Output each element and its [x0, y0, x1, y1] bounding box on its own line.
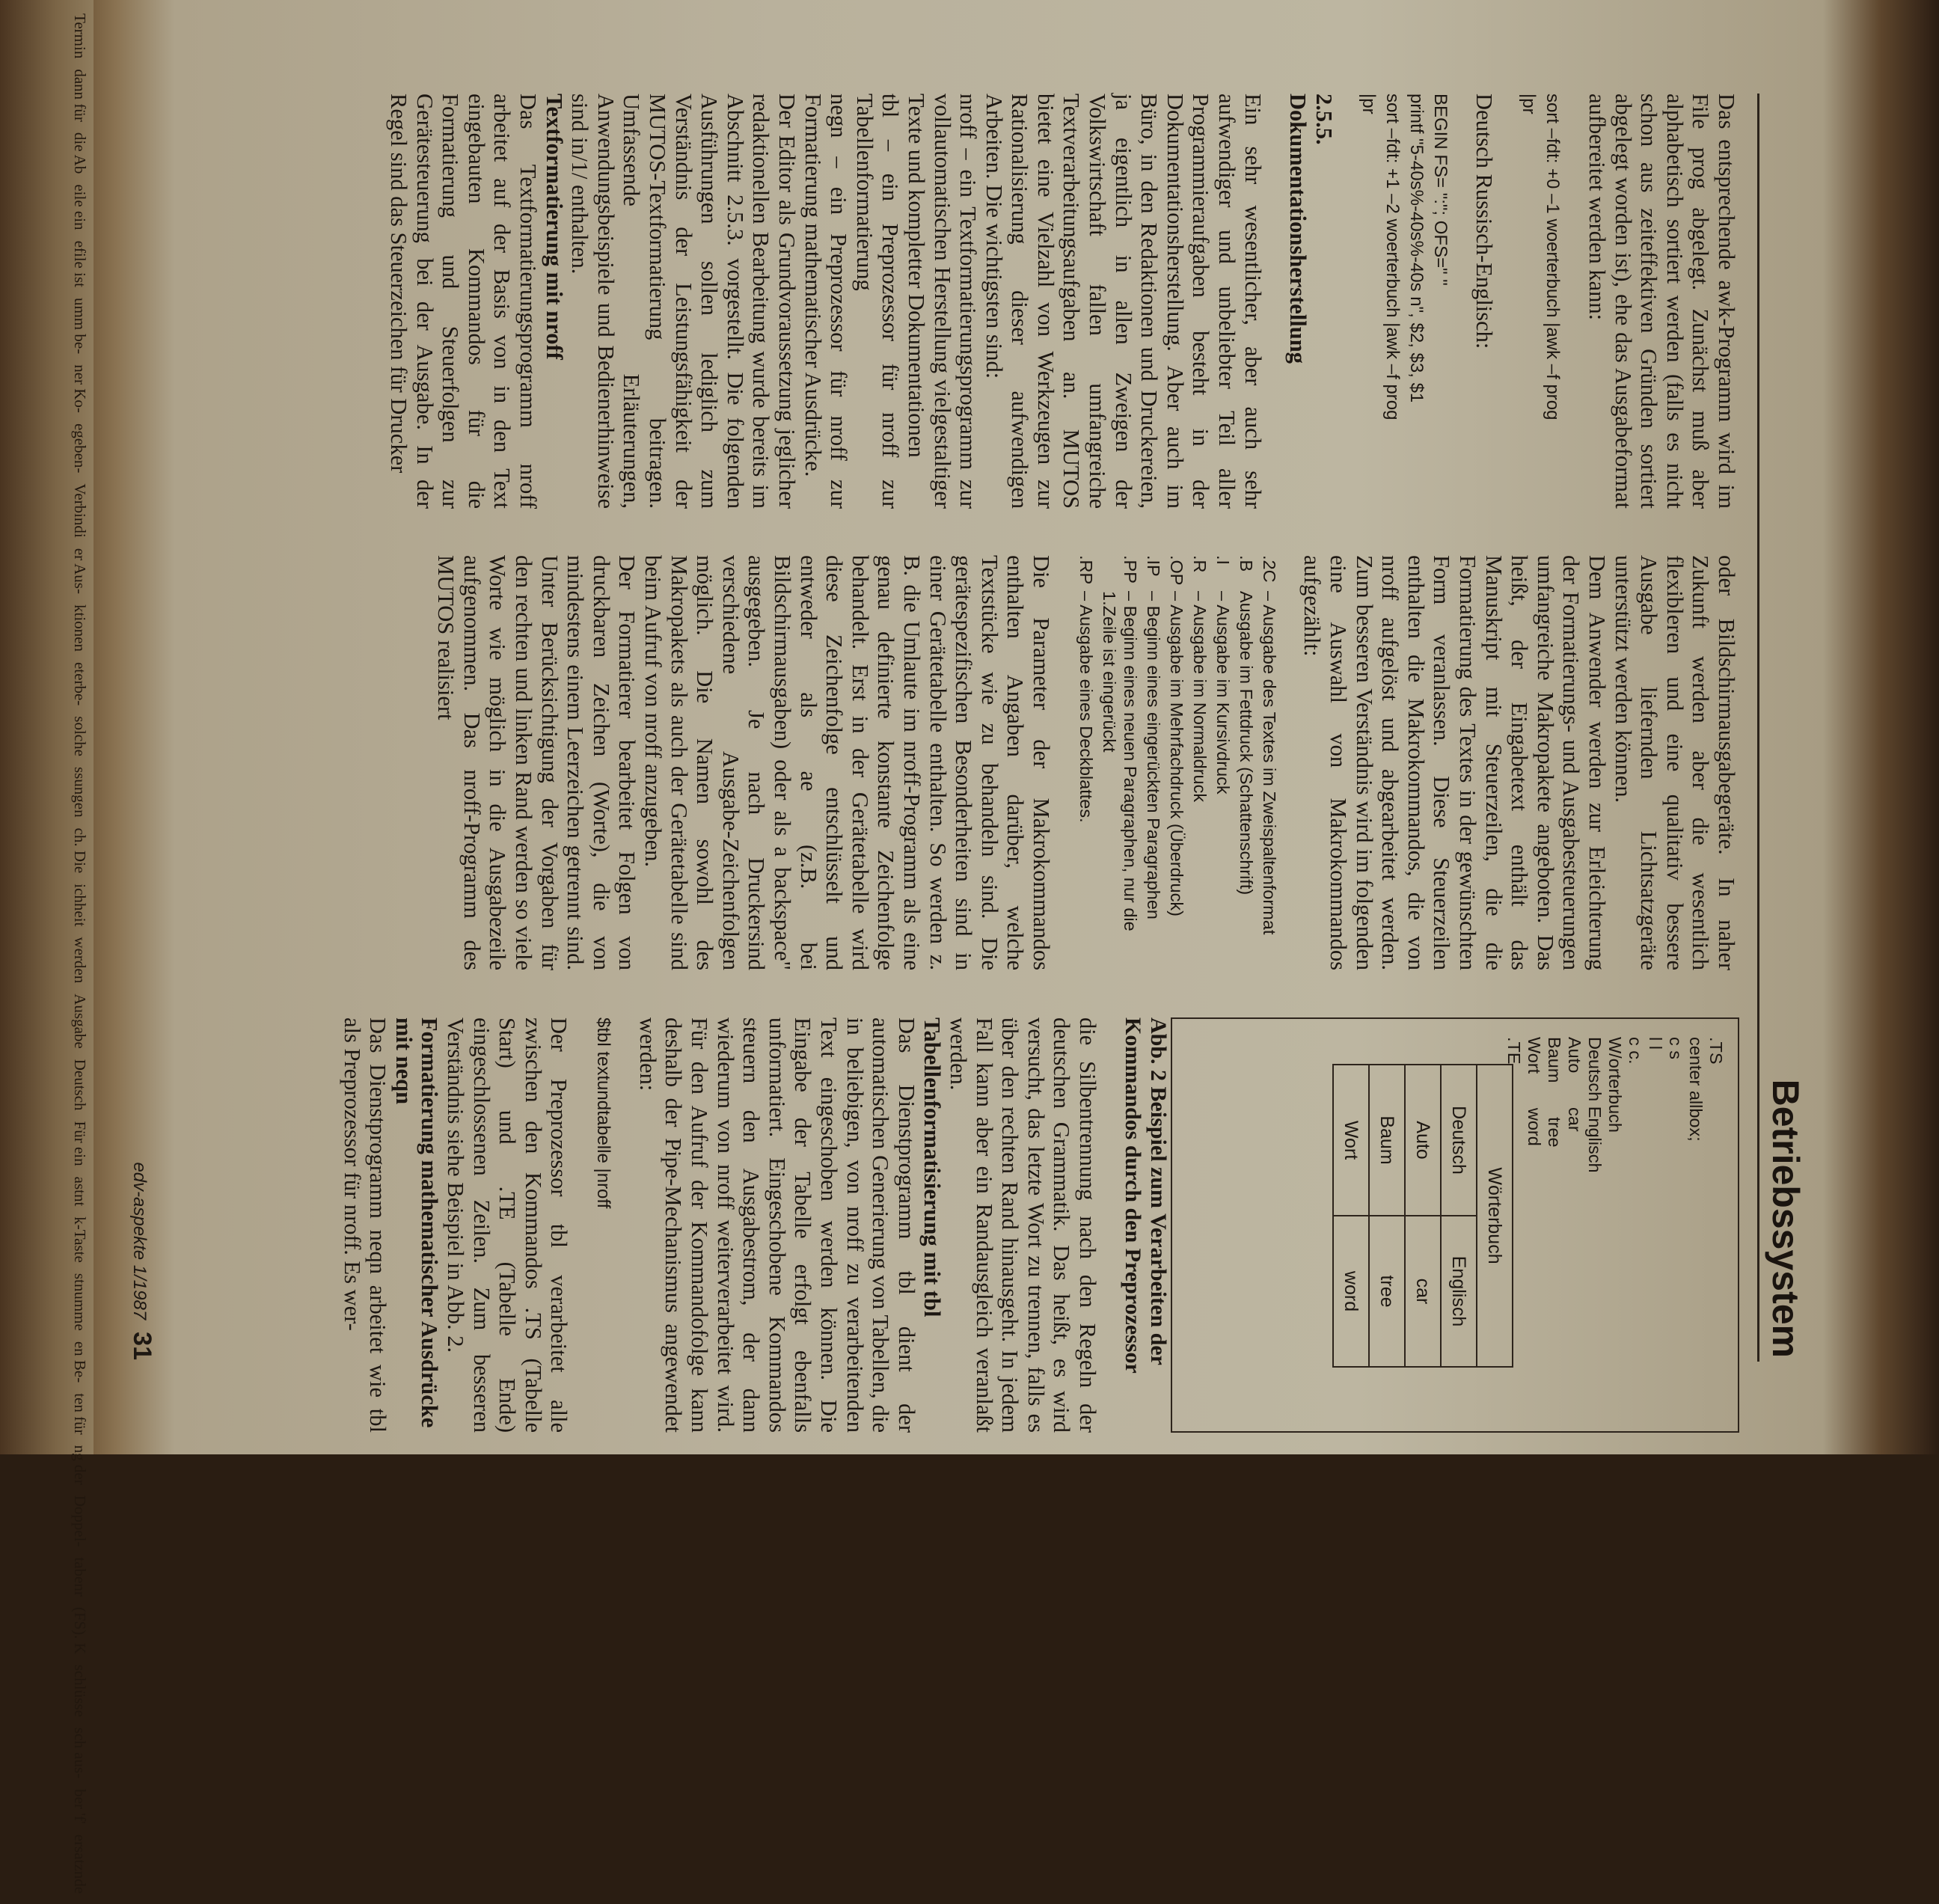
table-cell: word: [1333, 1216, 1369, 1367]
text-column-1: [385, 94, 1739, 509]
margin-fragment: sch aus-: [71, 1727, 89, 1779]
section-title: Dokumentationsherstellung: [1285, 94, 1311, 364]
table-row: [1369, 1065, 1405, 1367]
paragraph: Das Dienstprogramm tbl dient der automatischen Generierung von Tabellen, die in beliebigen, von nroff zu verarbeitenden Text eingeschoben werden können. Die Eingabe der Tabelle erfolgt ebenfalls unformatiert. Eingeschobene Kommandos steuern den Ausgabestrom, der dann wiederum von nroff weiterverarbeitet wird. Für den Aufruf der Kommandofolge kann deshalb der Pipe-Mechanismus angewendet werden:: [634, 1017, 919, 1433]
list-item: .IP – Beginn eines eingerückten Paragraphen: [1143, 555, 1163, 919]
margin-fragment: Deutsch: [71, 1059, 89, 1111]
paragraph: Der Editor als Grundvoraussetzung jeglicher redaktionellen Bearbeitung wurde bereits im Abschnitt 2.5.3. vorgestellt. Die folgenden Ausführungen sollen lediglich zum Verständnis der Leistungsfähigkeit der MUTOS-Textformatierung beitragen. Umfassende Erläuterungen, Anwendungsbeispiele und Bedienerhinweise sind in/1/ enthalten.: [567, 94, 800, 509]
margin-fragment: die Ab: [71, 132, 89, 174]
margin-fragment: egeben-: [71, 423, 89, 474]
table-row: [1441, 1065, 1477, 1367]
margin-fragment: astnt: [71, 1176, 89, 1207]
table-cell: car: [1405, 1216, 1441, 1367]
margin-fragment: dann für: [71, 69, 89, 122]
table-header-row: [1477, 1065, 1513, 1367]
paragraph: Die Parameter der Makrokommandos enthalten Angaben darüber, welche Textstücke wie zu behandeln sind. Die gerätespezifischen Besonderheiten sind in einer Gerätetabelle enthalten. So werden z. B. die Umlaute im nroff-Programm als eine genau definierte konstante Zeichenfolge behandelt. Erst in der Gerätetabelle wird diese Zeichenfolge entschlüsselt und entweder als ae (z.B. bei Bildschirmausgaben) oder als a backspace" ausgegeben. Je nach Druckersind verschiedene Ausgabe-Zeichenfolgen möglich. Die Namen sowohl des Makropakets als auch der Gerätetabelle sind beim Aufruf von nroff anzugeben.: [640, 555, 1054, 970]
macro-list: [1076, 555, 1280, 970]
text-column-3: [339, 1017, 1739, 1433]
list-item: .B Ausgabe im Fettdruck (Schattenschrift): [1236, 555, 1256, 896]
text-column-2: [433, 555, 1739, 970]
margin-fragment: ner Ko-: [71, 364, 89, 413]
margin-fragment: ichheit: [71, 884, 89, 927]
paragraph: Der Preprozessor tbl verarbeitet alle zwischen den Kommandos .TS (Tabelle Start) und .TE (Tabelle Ende) eingeschlossenen Zeilen. Zum besseren Verständnis siehe Beispiel in Abb. 2.: [442, 1017, 572, 1433]
table-cell: Baum: [1369, 1065, 1405, 1216]
margin-fragment: ssungen: [71, 766, 89, 818]
margin-fragment: tabenr: [71, 1557, 89, 1597]
margin-fragment: eterbe-: [71, 661, 89, 706]
margin-fragment: ten für: [71, 1393, 89, 1435]
margin-fragment: solche: [71, 716, 89, 756]
header-rule: [1757, 94, 1759, 1362]
margin-fragment: Termin: [71, 13, 89, 59]
paragraph: die Silbentrennung nach den Regeln der deutschen Grammatik. Das heißt, es wird versucht, das letzte Wort zu trennen, falls es über den rechten Rand hinausgeht. In jedem Fall kann aber ein Randausgleich veranlaßt werden.: [946, 1017, 1100, 1433]
dictionary-table: [1332, 1064, 1513, 1368]
paragraph: oder Bildschirmausgabegeräte. In naher Zukunft werden aber die wesentlich flexibleren und eine qualitativ bessere Ausgabe liefernden Lichtsatzgeräte unterstützt werden können.: [1610, 555, 1739, 970]
paragraph: tbl – ein Preprozessor für nroff zur Tabellenformatierung: [851, 94, 904, 509]
facing-page-edge: [0, 0, 94, 1894]
margin-fragment: k-Taste: [71, 1216, 89, 1263]
margin-fragment: werden: [71, 937, 89, 984]
margin-fragment: ch. Die: [71, 827, 89, 874]
table-header: Wörterbuch: [1477, 1065, 1513, 1367]
margin-fragment: umm be-: [71, 297, 89, 355]
margin-fragment: er Aus-: [71, 548, 89, 594]
document-page: [82, 22, 1825, 1444]
margin-fragment: ktionen: [71, 604, 89, 652]
paragraph: nroff – ein Textformatierungsprogramm zur vollautomatischen Herstellung vielgestaltiger Texte und kompletter Dokumentationen: [903, 94, 981, 509]
margin-fragment: stnumme: [71, 1273, 89, 1331]
table-cell: Auto: [1405, 1065, 1441, 1216]
table-row: [1333, 1065, 1369, 1367]
table-cell: Deutsch: [1441, 1065, 1477, 1216]
list-item: .I – Ausgabe im Kursivdruck: [1213, 555, 1233, 795]
margin-fragment: (FS). K: [71, 1607, 89, 1655]
margin-fragment: efile ist: [71, 240, 89, 287]
margin-fragment: ersatznde: [71, 1834, 89, 1894]
paragraph: Der Formatierer bearbeitet Folgen von druckbaren Zeichen (Worte), die von mindestens einem Leerzeichen getrennt sind. Unter Berücksichtigung der Vorgaben für den rechten und linken Rand werden so viele Worte wie möglich in die Ausgabezeile aufgenommen. Das nroff-Programm des MUTOS realisiert: [433, 555, 640, 970]
section-number: 2.5.5.: [1311, 94, 1337, 145]
margin-fragment: eile ein: [71, 184, 89, 230]
margin-fragment: Verbindi: [71, 483, 89, 538]
code-block: sort –fdt: +0 –1 woerterbuch |awk –f prog |pr: [1519, 94, 1563, 420]
table-cell: tree: [1369, 1216, 1405, 1367]
margin-fragment: Für ein: [71, 1121, 89, 1166]
paragraph: Deutsch Russisch-Englisch:: [1471, 94, 1498, 349]
table-row: [1405, 1065, 1441, 1367]
margin-fragment: ber 'f': [71, 1789, 89, 1824]
figure-box: [1171, 1017, 1739, 1433]
page-footer: [127, 1162, 156, 1360]
code-block: BEGIN FS= ":"; OFS=" " printf "5-40s%-40s%-40s n", $2, $3, $1 sort –fdt: +1 –2 woerterbuch |awk –f prog |pr: [1358, 94, 1451, 420]
list-item: .PP – Beginn eines neuen Paragraphen, nur die 1.Zeile ist eingerückt: [1099, 555, 1140, 931]
figure-code: .TS center allbox; c s l l c c. W/orterbuch Deutsch Englisch Auto car Baum tree Wort word .TE: [1504, 1037, 1726, 1173]
paragraph: Ein sehr wesentlicher, aber auch sehr aufwendiger und unbeliebter Teil aller Programmieraufgaben besteht in der Dokumentationsherstellung. Aber auch im Büro, in den Redaktionen und Druckereien, ja eigentlich in allen Zweigen der Volkswirtschaft fallen umfangreiche Textverarbeitungsaufgaben an. MUTOS bietet eine Vielzahl von Werkzeugen zur Rationalisierung dieser aufwendigen Arbeiten. Die wichtigsten sind:: [981, 94, 1266, 509]
page-header-title: Betriebssystem: [1765, 1079, 1807, 1358]
paragraph: Das Textformatierungsprogramm nroff arbeitet auf der Basis von in den Text eingebauten Kommandos für die Formatierung und Steuerfolgen zur Gerätesteuerung bei der Ausgabe. In der Regel sind das Steuerzeichen für Drucker: [386, 94, 542, 509]
list-item: .2C – Ausgabe des Textes im Zweispaltenformat: [1259, 555, 1279, 935]
margin-fragment: ng der: [71, 1445, 89, 1485]
list-item: .RP – Ausgabe eines Deckblattes.: [1076, 555, 1096, 823]
margin-fragment: Ausgabe: [71, 994, 89, 1049]
paragraph: Das Dienstprogramm neqn arbeitet wie tbl als Preprozessor für nroff. Es wer-: [339, 1017, 391, 1433]
subsection-title: Textformatierung mit nroff: [541, 94, 567, 360]
table-cell: Wort: [1333, 1065, 1369, 1216]
table-cell: Englisch: [1441, 1216, 1477, 1367]
paragraph: Dem Anwender werden zur Erleichterung der Formatierungs- und Ausgabesteuerungen umfangreiche Makropakete angeboten. Das heißt, der Eingabetext enthält das Manuskript mit Steuerzeilen, die die Formatierung des Textes in der gewünschten Form veranlassen. Diese Steuerzeilen enthalten die Makrokommandos, die von nroff aufgelöst und abgearbeitet werden. Zum besseren Verständnis wird im folgenden eine Auswahl von Makrokommandos aufgezählt:: [1299, 555, 1611, 970]
margin-fragment: schlüsse: [71, 1665, 89, 1718]
facing-page-text: [0, 0, 94, 1894]
list-item: .OP – Ausgabe im Mehrfachdruck (Überdruck): [1166, 555, 1186, 916]
figure-caption: Abb. 2 Beispiel zum Verarbeiten der Kommandos durch den Preprozessor: [1121, 1017, 1171, 1374]
paragraph: Das entsprechende awk-Programm wird im File prog abgelegt. Zunächst muß aber alphabetisch sortiert werden (falls es nicht schon aus zeiteffektiven Gründen sortiert abgelegt worden ist), ehe das Ausgabeformat aufbereitet werden kann:: [1584, 94, 1739, 509]
subsection-title: Tabellenformatisierung mit tbl: [919, 1017, 946, 1317]
paragraph: negn – ein Preprozessor für nroff zur Formatierung mathematischer Ausdrücke.: [800, 94, 852, 509]
margin-fragment: en Be-: [71, 1341, 89, 1383]
subsection-title: Formatierung mathematischer Ausdrücke mit neqn: [390, 1017, 443, 1428]
margin-fragment: Doppel-: [71, 1495, 89, 1547]
list-item: .R – Ausgabe im Normaldruck: [1189, 555, 1210, 803]
page-number: 31: [128, 1332, 156, 1360]
code-block: $tbl textundtabelle |nroff: [593, 1017, 614, 1209]
footer-journal: edv-aspekte 1/1987: [129, 1162, 150, 1320]
